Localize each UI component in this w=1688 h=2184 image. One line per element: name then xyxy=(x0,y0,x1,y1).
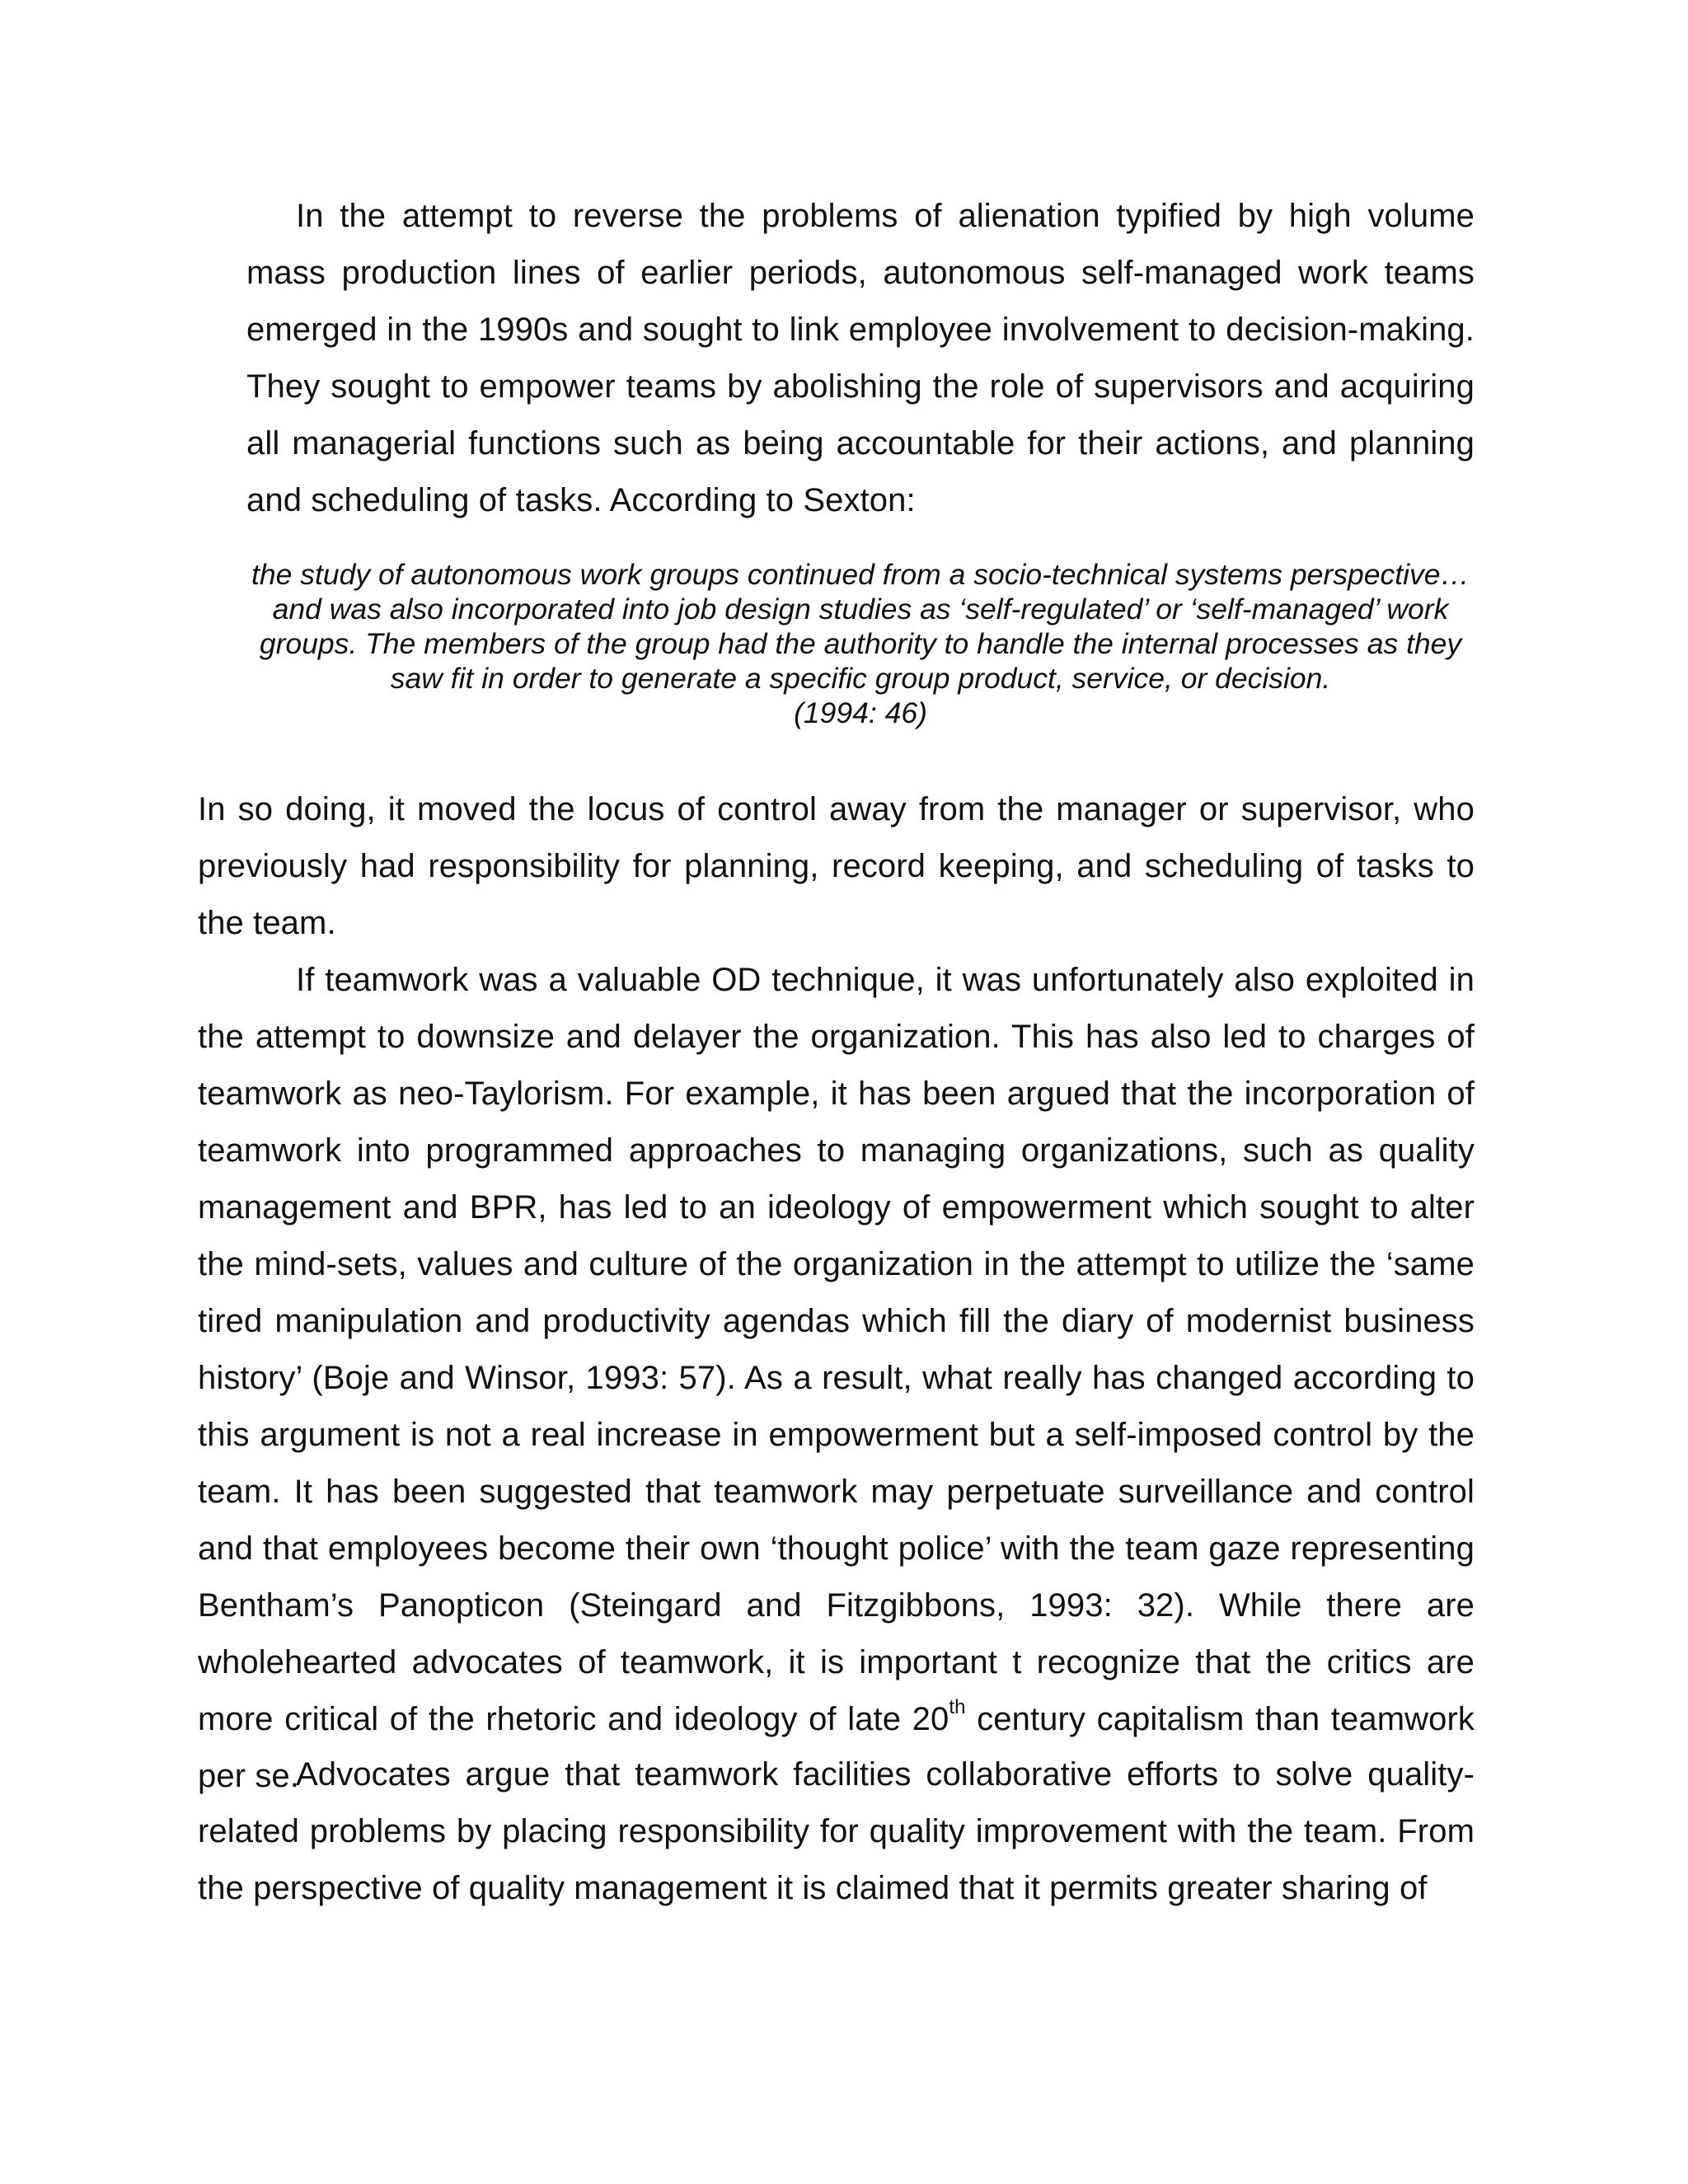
quote-text: the study of autonomous work groups continued from a socio-technical systems perspective… and was also incorporated into job design studies as ‘self-regulated’ or ‘self-managed’ work groups. The members of the group had the authority to handle the internal processes as they saw fit in order to generate a specific group product, service, or decision. xyxy=(251,558,1470,695)
paragraph-locus-of-control: In so doing, it moved the locus of control away from the manager or supervisor, who previously had responsibility for planning, record keeping, and scheduling of tasks to the team. xyxy=(198,791,1475,941)
ordinal-superscript: th xyxy=(949,1695,966,1718)
paragraph-teamwork-critique xyxy=(198,952,1475,1805)
paragraph-intro: In the attempt to reverse the problems of alienation typified by high volume mass production lines of earlier periods, autonomous self-managed work teams emerged in the 1990s and sought to link employee involvement to decision-making. They sought to empower teams by abolishing the role of supervisors and acquiring all managerial functions such as being accountable for their actions, and planning and scheduling of tasks. According to Sexton: xyxy=(246,198,1475,518)
quote-citation: (1994: 46) xyxy=(794,696,927,729)
paragraph-text-end: century capitalism than teamwork per se. xyxy=(198,1701,1475,1794)
paragraph-advocates: Advocates argue that teamwork facilities collaborative efforts to solve quality-related problems by placing responsibility for quality improvement with the team. From the perspective of quality management it is claimed that it permits greater sharing of xyxy=(198,1756,1475,1906)
paragraph-text: If teamwork was a valuable OD technique, it was unfortunately also exploited in the attempt to downsize and delayer the organization. This has also led to charges of teamwork as neo-Taylorism. For example, it has been argued that the incorporation of teamwork into programmed approaches to managing organizations, such as quality management and BPR, has led to an ideology of empowerment which sought to alter the mind-sets, values and culture of the organization in the attempt to utilize the ‘same tired manipulation and productivity agendas which fill the diary of modernist business history’ (Boje and Winsor, 1993: 57). As a result, what really has changed according to this argument is not a real increase in empowerment but a self-imposed control by the team. It has been suggested that teamwork may perpetuate surveillance and control and that employees become their own ‘thought police’ with the team gaze representing Bentham’s Panopticon (Steingard and Fitzgibbons, 1993: 32). While there are wholehearted advocates of teamwork, it is important t recognize that the critics are more critical of the rhetoric and ideology of late 20 xyxy=(198,962,1475,1737)
block-quote xyxy=(246,557,1475,730)
